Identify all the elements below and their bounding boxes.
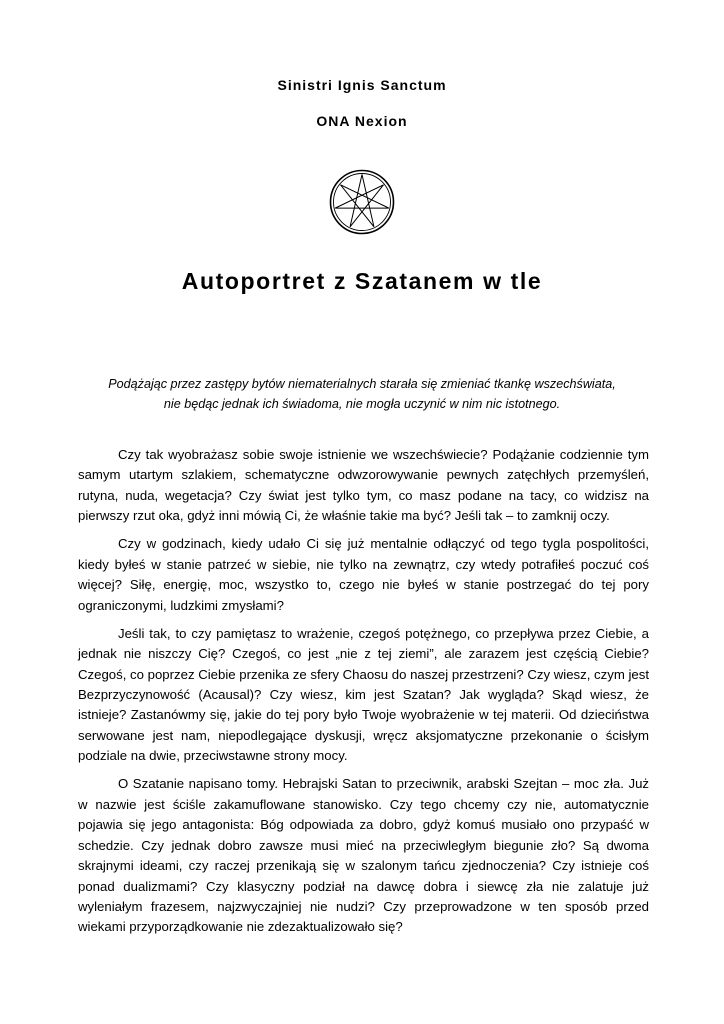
septagram-in-circle-icon: [329, 169, 395, 235]
body-text: [78, 445, 649, 946]
paragraph: Jeśli tak, to czy pamiętasz to wrażenie, czegoś potężnego, co przepływa przez Ciebie, a jednak nie niszczy Cię? Czegoś, co jest „nie z tej ziemi”, ale zarazem jest częścią Ciebie? Czegoś, co poprzez Ciebie przenika ze sfery Chaosu do naszej przestrzeni? Czy wiesz, czym jest Bezprzyczynowość (Acausal)? Czy wiesz, kim jest Szatan? Jak wygląda? Skąd wiesz, że istnieje? Zastanówmy się, jakie do tej pory było Twoje wyobrażenie w tej materii. Od dzieciństwa serwowane jest nam, niepodlegające dyskusji, wręcz aksjomatyczne przekonanie o ścisłym podziale na dwie, przeciwstawne strony mocy.: [78, 625, 649, 764]
header-organization: Sinistri Ignis Sanctum: [277, 77, 447, 93]
paragraph: Czy w godzinach, kiedy udało Ci się już mentalnie odłączyć od tego tygla pospolitości, kiedy byłeś w stanie patrzeć w siebie, nie tylko na zewnątrz, czy wtedy potrafiłeś poczuć coś więcej? Siłę, energię, moc, wszystko to, czego nie byłeś w stanie postrzegać do tej pory ograniczonymi, ludzkimi zmysłami?: [78, 536, 649, 613]
paragraph: O Szatanie napisano tomy. Hebrajski Satan to przeciwnik, arabski Szejtan – moc zła. Już w nazwie jest ściśle zakamuflowane stanowisko. Czy tego chcemy czy nie, automatycznie pojawia się jego antagonista: Bóg odpowiada za dobro, gdyż komuś musiało ono przypaść w schedzie. Czy jednak dobro zawsze musi mieć na przeciwległym biegunie zło? Są dwoma skrajnymi ideami, czy raczej przenikają się w szalonym tańcu zjednoczenia? Czy istnieje coś ponad dualizmami? Czy klasyczny podział na dawcę dobra i siewcę zła nie zalatuje już wyleniałym frazesem, najzwyczajniej nie nudzi? Czy przeprowadzone w ten sposób przed wiekami przyporządkowanie nie zdezaktualizowało się?: [78, 776, 649, 935]
epigraph-line: Podążając przez zastępy bytów niematerialnych starała się zmieniać tkankę wszechświata,: [108, 377, 616, 391]
page-title: Autoportret z Szatanem w tle: [181, 268, 543, 294]
epigraph-line: nie będąc jednak ich świadoma, nie mogła uczynić w nim nic istotnego.: [163, 397, 561, 411]
paragraph: Czy tak wyobrażasz sobie swoje istnienie we wszechświecie? Podążanie codziennie tym samym utartym szlakiem, schematyczne odwzorowywanie pewnych zatęchłych przemyśleń, rutyna, nuda, wegetacja? Czy świat jest tylko tym, co masz podane na tacy, co widzisz na pierwszy rzut oka, gdyż inni mówią Ci, że właśnie takie ma być? Jeśli tak – to zamknij oczy.: [78, 447, 649, 524]
epigraph: [78, 374, 646, 414]
header-nexion: ONA Nexion: [316, 113, 408, 129]
